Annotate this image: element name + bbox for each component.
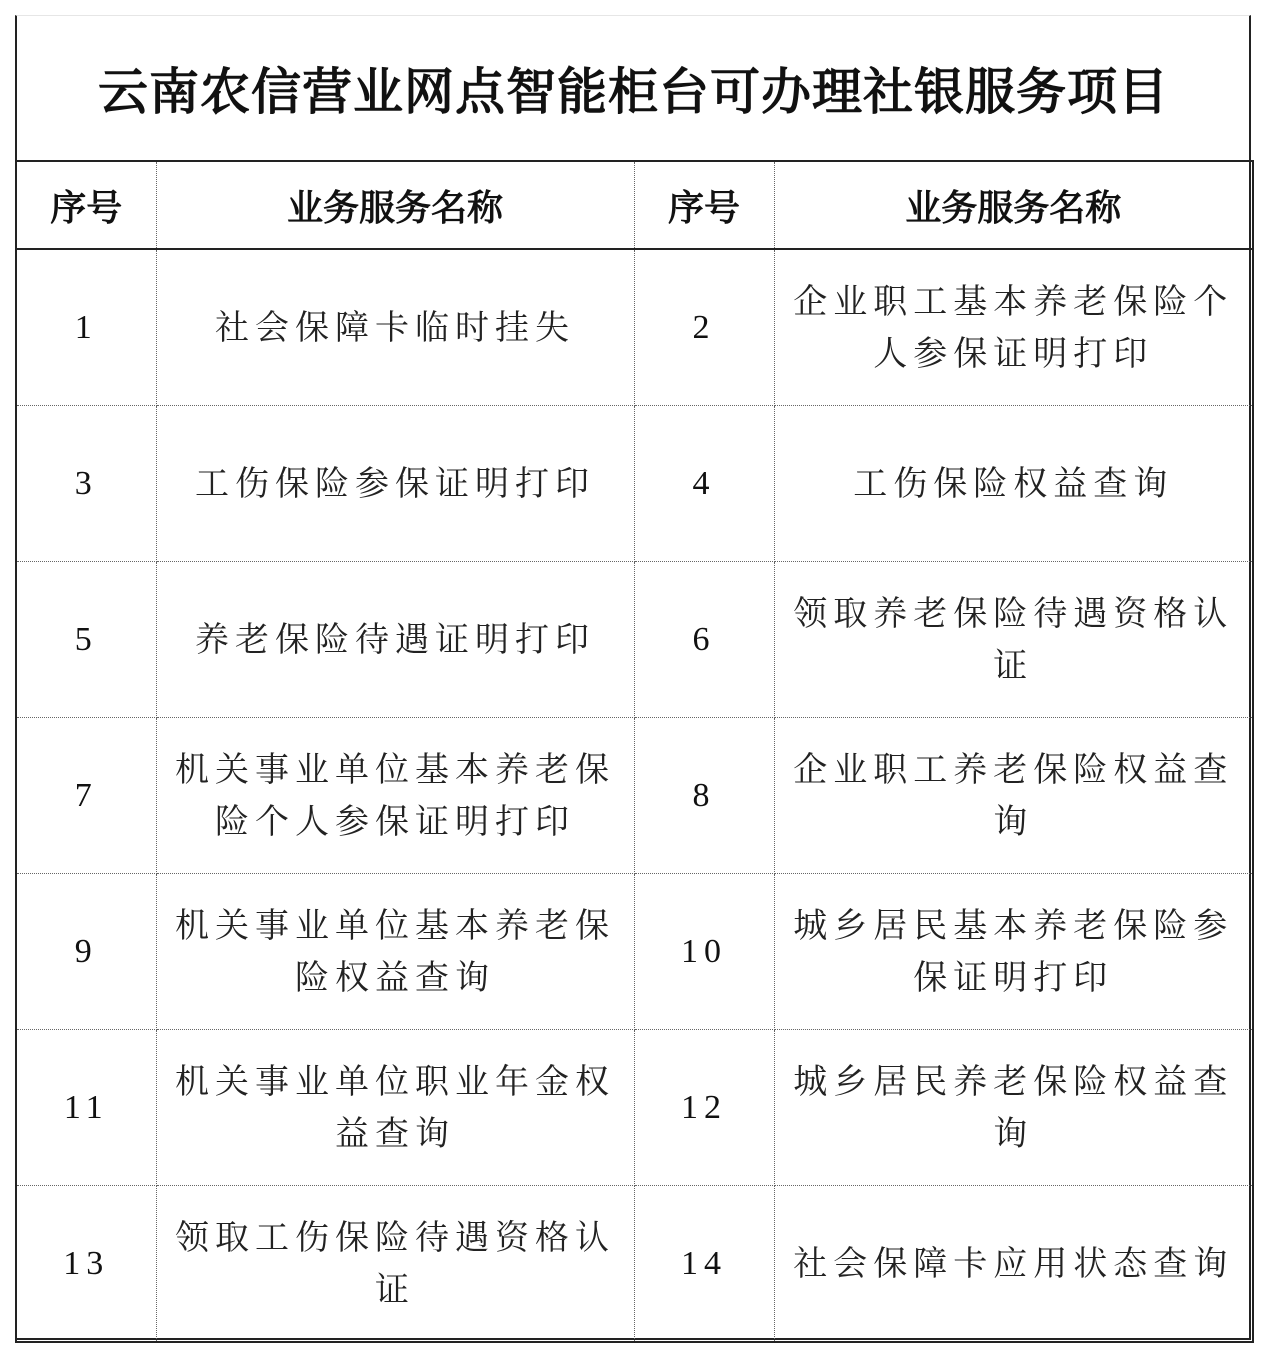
service-name-cell: 机关事业单位基本养老保险权益查询	[156, 874, 634, 1030]
header-seq-2: 序号	[634, 161, 774, 249]
seq-cell: 7	[16, 718, 156, 874]
service-name-cell: 企业职工养老保险权益查询	[774, 718, 1253, 874]
table-row	[16, 874, 1253, 1030]
service-name-cell: 领取工伤保险待遇资格认证	[156, 1186, 634, 1343]
seq-cell: 6	[634, 562, 774, 718]
seq-cell: 13	[16, 1186, 156, 1343]
service-name-cell: 养老保险待遇证明打印	[156, 562, 634, 718]
service-name-cell: 城乡居民基本养老保险参保证明打印	[774, 874, 1253, 1030]
seq-cell: 1	[16, 249, 156, 406]
table-row	[16, 718, 1253, 874]
table-row	[16, 249, 1253, 406]
seq-cell: 9	[16, 874, 156, 1030]
service-name-cell: 工伤保险权益查询	[774, 406, 1253, 562]
service-name-cell: 机关事业单位职业年金权益查询	[156, 1030, 634, 1186]
table-row	[16, 1186, 1253, 1343]
service-name-cell: 社会保障卡临时挂失	[156, 249, 634, 406]
header-seq-1: 序号	[16, 161, 156, 249]
seq-cell: 14	[634, 1186, 774, 1343]
seq-cell: 5	[16, 562, 156, 718]
service-name-cell: 机关事业单位基本养老保险个人参保证明打印	[156, 718, 634, 874]
seq-cell: 4	[634, 406, 774, 562]
page-title: 云南农信营业网点智能柜台可办理社银服务项目	[98, 62, 1169, 121]
table-row	[16, 562, 1253, 718]
service-name-cell: 企业职工基本养老保险个人参保证明打印	[774, 249, 1253, 406]
seq-cell: 11	[16, 1030, 156, 1186]
service-name-cell: 工伤保险参保证明打印	[156, 406, 634, 562]
service-name-cell: 城乡居民养老保险权益查询	[774, 1030, 1253, 1186]
header-name-1: 业务服务名称	[156, 161, 634, 249]
services-table	[15, 160, 1254, 1343]
service-name-cell: 社会保障卡应用状态查询	[774, 1186, 1253, 1343]
service-name-cell: 领取养老保险待遇资格认证	[774, 562, 1253, 718]
table-row	[16, 406, 1253, 562]
seq-cell: 3	[16, 406, 156, 562]
table-row	[16, 1030, 1253, 1186]
seq-cell: 10	[634, 874, 774, 1030]
seq-cell: 2	[634, 249, 774, 406]
seq-cell: 12	[634, 1030, 774, 1186]
seq-cell: 8	[634, 718, 774, 874]
header-name-2: 业务服务名称	[774, 161, 1253, 249]
header-row	[16, 161, 1253, 249]
